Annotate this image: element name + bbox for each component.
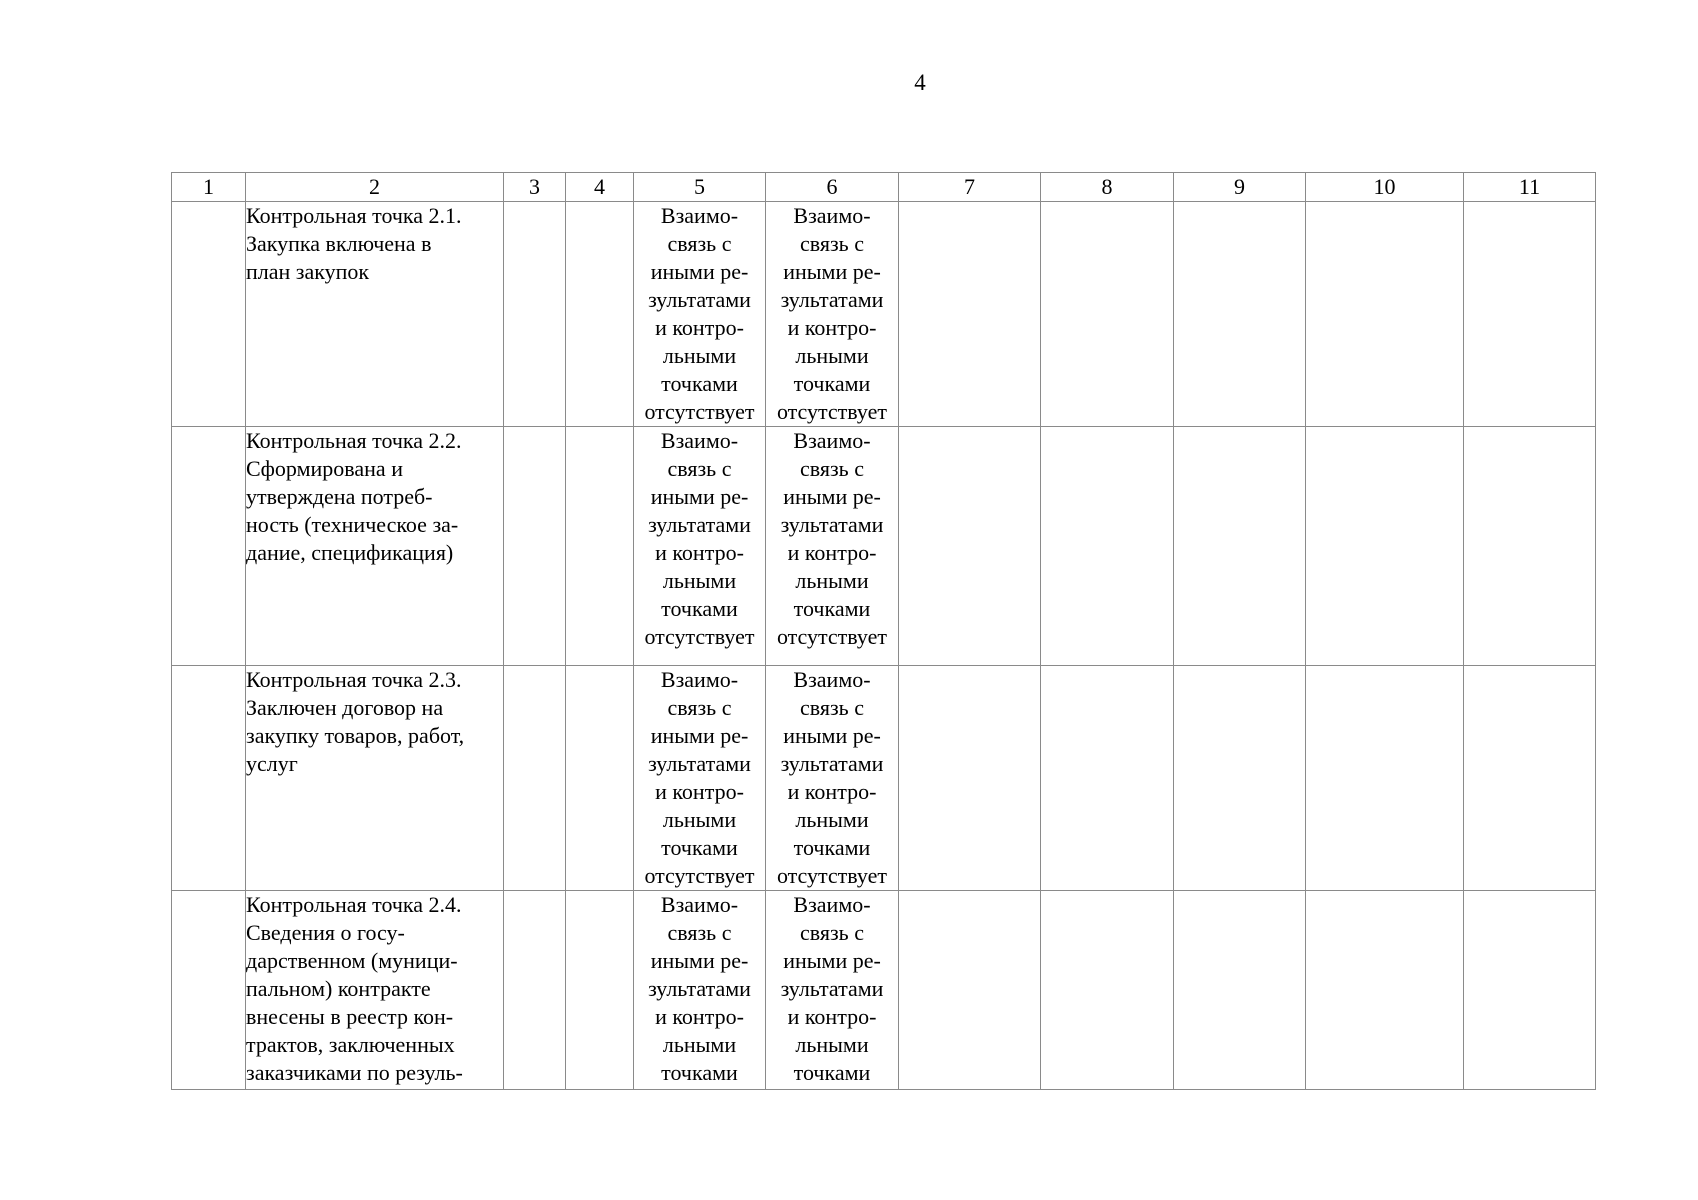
cell-line: Контрольная точка 2.2.: [246, 428, 462, 453]
cell-line: ность (техническое за-: [246, 512, 459, 537]
cell-line: иными ре-: [783, 723, 881, 748]
cell-line: трактов, заключенных: [246, 1032, 455, 1057]
cell-line: Взаимо-: [660, 428, 739, 453]
cell-line: и контро-: [655, 315, 744, 340]
header-col-4: 4: [566, 173, 634, 202]
cell-description: [246, 666, 504, 891]
header-col-7: 7: [899, 173, 1041, 202]
cell-col-1: [172, 666, 246, 891]
cell-line: зультатами: [780, 976, 884, 1001]
cell-line: Контрольная точка 2.4.: [246, 892, 462, 917]
header-col-11: 11: [1464, 173, 1596, 202]
header-col-8: 8: [1041, 173, 1174, 202]
header-col-9: 9: [1174, 173, 1306, 202]
cell-line: точками: [661, 1060, 738, 1085]
cell-line: точками: [661, 371, 738, 396]
cell-line: точками: [793, 371, 871, 396]
cell-col-4: [566, 666, 634, 891]
cell-line: и контро-: [787, 315, 877, 340]
cell-relation-col-6: [766, 891, 899, 1090]
cell-line: Взаимо-: [660, 203, 739, 228]
cell-col-11: [1464, 202, 1596, 427]
cell-line: зультатами: [648, 512, 751, 537]
cell-line: льными: [662, 807, 737, 832]
cell-line: льными: [662, 568, 737, 593]
cell-col-8: [1041, 666, 1174, 891]
cell-col-3: [504, 427, 566, 666]
header-col-2: 2: [246, 173, 504, 202]
cell-line: иными ре-: [650, 484, 749, 509]
cell-col-1: [172, 202, 246, 427]
cell-line: и контро-: [787, 779, 877, 804]
cell-description: [246, 891, 504, 1090]
cell-line: зультатами: [780, 512, 884, 537]
page-number: 4: [914, 70, 926, 95]
table-row: [172, 666, 1596, 891]
cell-line: отсутствует: [644, 863, 755, 888]
header-col-10: 10: [1306, 173, 1464, 202]
header-col-6: 6: [766, 173, 899, 202]
cell-line: Сформирована и: [246, 456, 403, 481]
cell-description: [246, 202, 504, 427]
cell-line: и контро-: [655, 779, 744, 804]
cell-col-3: [504, 891, 566, 1090]
cell-col-8: [1041, 427, 1174, 666]
cell-description: [246, 427, 504, 666]
cell-col-7: [899, 666, 1041, 891]
cell-relation-col-6: [766, 427, 899, 666]
table-row: [172, 202, 1596, 427]
cell-col-4: [566, 202, 634, 427]
cell-line: точками: [793, 1060, 871, 1085]
cell-line: льными: [795, 807, 869, 832]
cell-col-7: [899, 202, 1041, 427]
cell-relation-col-6: [766, 202, 899, 427]
cell-line: иными ре-: [783, 259, 881, 284]
cell-line: и контро-: [787, 1004, 877, 1029]
cell-col-10: [1306, 891, 1464, 1090]
cell-line: и контро-: [655, 540, 744, 565]
cell-col-11: [1464, 427, 1596, 666]
cell-col-8: [1041, 202, 1174, 427]
header-col-1: 1: [172, 173, 246, 202]
cell-line: точками: [661, 835, 738, 860]
cell-line: точками: [793, 835, 871, 860]
cell-line: пальном) контракте: [246, 976, 431, 1001]
cell-line: отсутствует: [644, 624, 755, 649]
cell-line: Сведения о госу-: [246, 920, 405, 945]
cell-line: Закупка включена в: [246, 231, 432, 256]
cell-col-9: [1174, 666, 1306, 891]
cell-line: зультатами: [648, 976, 751, 1001]
cell-line: план закупок: [246, 259, 370, 284]
header-col-3: 3: [504, 173, 566, 202]
control-points-table: [171, 172, 1596, 1090]
cell-line: Взаимо-: [793, 428, 871, 453]
cell-col-10: [1306, 427, 1464, 666]
table-row: [172, 891, 1596, 1090]
cell-col-10: [1306, 202, 1464, 427]
cell-relation-col-5: [634, 666, 766, 891]
cell-line: и контро-: [787, 540, 877, 565]
cell-line: связь с: [800, 231, 864, 256]
cell-line: отсутствует: [644, 399, 755, 424]
cell-line: связь с: [667, 695, 732, 720]
cell-line: иными ре-: [650, 723, 749, 748]
cell-line: связь с: [800, 456, 864, 481]
cell-line: зультатами: [780, 751, 884, 776]
cell-col-11: [1464, 891, 1596, 1090]
cell-line: отсутствует: [776, 863, 888, 888]
cell-col-4: [566, 427, 634, 666]
cell-col-4: [566, 891, 634, 1090]
cell-col-11: [1464, 666, 1596, 891]
cell-line: заказчиками по резуль-: [246, 1060, 463, 1085]
cell-relation-col-6: [766, 666, 899, 891]
cell-col-3: [504, 666, 566, 891]
cell-line: льными: [795, 343, 869, 368]
cell-line: льными: [662, 1032, 737, 1057]
cell-line: закупку товаров, работ,: [246, 723, 465, 748]
cell-line: связь с: [667, 456, 732, 481]
header-col-5: 5: [634, 173, 766, 202]
cell-col-3: [504, 202, 566, 427]
cell-line: Заключен договор на: [246, 695, 444, 720]
cell-line: иными ре-: [783, 484, 881, 509]
cell-line: точками: [793, 596, 871, 621]
cell-col-9: [1174, 427, 1306, 666]
cell-line: внесены в реестр кон-: [246, 1004, 454, 1029]
cell-line: льными: [795, 1032, 869, 1057]
cell-col-7: [899, 427, 1041, 666]
cell-line: иными ре-: [650, 948, 749, 973]
cell-line: Взаимо-: [793, 892, 871, 917]
cell-relation-col-5: [634, 427, 766, 666]
cell-relation-col-5: [634, 202, 766, 427]
cell-line: Взаимо-: [660, 667, 739, 692]
cell-line: Взаимо-: [660, 892, 739, 917]
cell-line: и контро-: [655, 1004, 744, 1029]
cell-line: отсутствует: [776, 624, 888, 649]
cell-col-10: [1306, 666, 1464, 891]
cell-line: связь с: [800, 920, 864, 945]
table-row: [172, 427, 1596, 666]
cell-line: Контрольная точка 2.1.: [246, 203, 462, 228]
cell-relation-col-5: [634, 891, 766, 1090]
cell-line: льными: [795, 568, 869, 593]
cell-line: льными: [662, 343, 737, 368]
header-row: [172, 173, 1596, 202]
cell-col-1: [172, 891, 246, 1090]
cell-line: зультатами: [648, 751, 751, 776]
cell-col-8: [1041, 891, 1174, 1090]
cell-line: дание, спецификация): [246, 540, 454, 565]
cell-line: связь с: [667, 920, 732, 945]
cell-col-9: [1174, 891, 1306, 1090]
cell-line: связь с: [667, 231, 732, 256]
cell-line: Контрольная точка 2.3.: [246, 667, 462, 692]
cell-line: зультатами: [648, 287, 751, 312]
cell-line: дарственном (муници-: [246, 948, 458, 973]
cell-line: утверждена потреб-: [246, 484, 433, 509]
cell-col-7: [899, 891, 1041, 1090]
cell-line: иными ре-: [783, 948, 881, 973]
cell-col-9: [1174, 202, 1306, 427]
cell-line: точками: [661, 596, 738, 621]
cell-col-1: [172, 427, 246, 666]
cell-line: услуг: [246, 751, 298, 776]
cell-line: зультатами: [780, 287, 884, 312]
cell-line: Взаимо-: [793, 203, 871, 228]
cell-line: связь с: [800, 695, 864, 720]
cell-line: отсутствует: [776, 399, 888, 424]
cell-line: иными ре-: [650, 259, 749, 284]
cell-line: Взаимо-: [793, 667, 871, 692]
